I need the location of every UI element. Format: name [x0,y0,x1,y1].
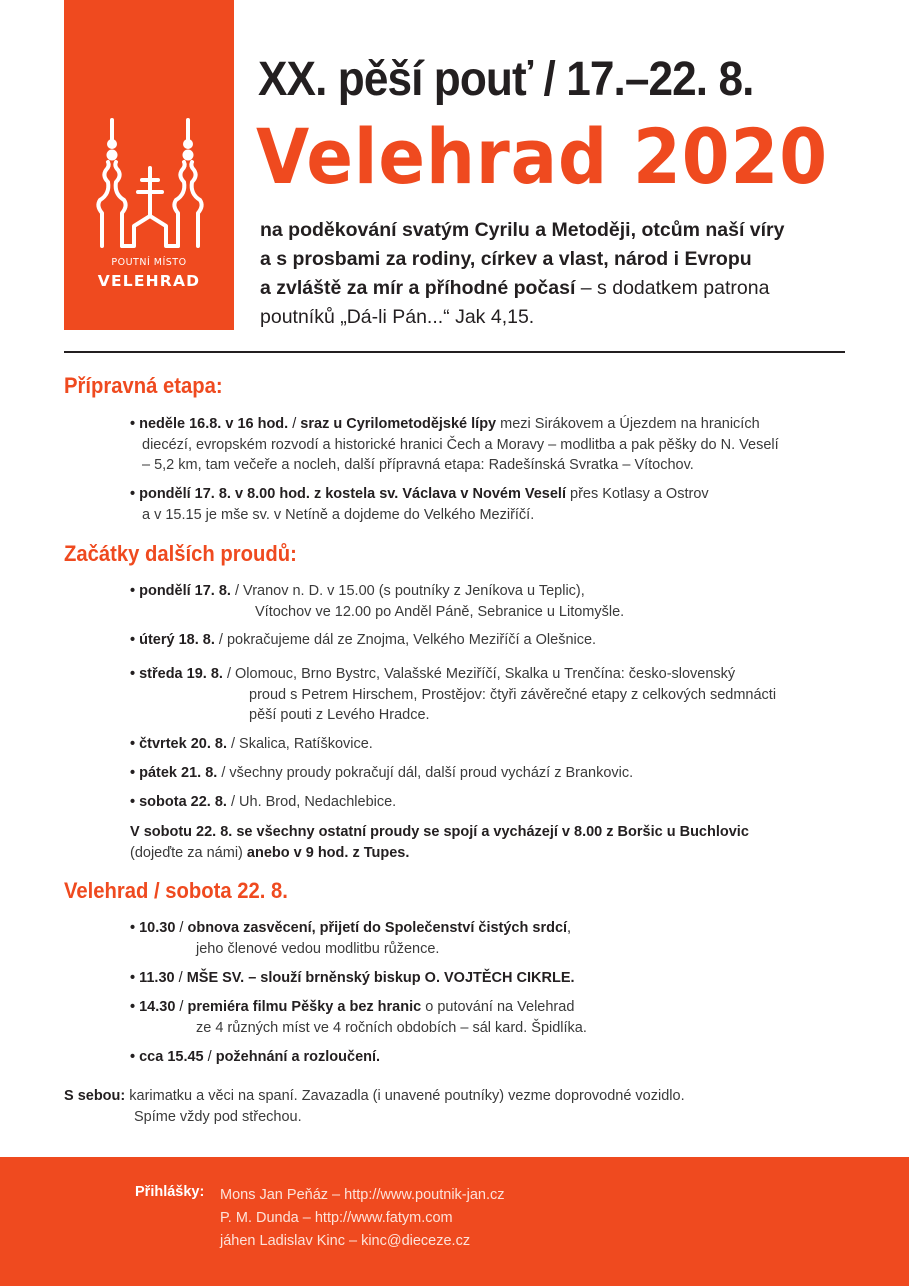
item-text: mezi Sirákovem a Újezdem na hranicích [496,416,760,432]
item-text: o putování na Velehrad [421,999,575,1015]
list-item [130,763,633,784]
item-sep: / [203,1049,216,1065]
item-text: přes Kotlasy a Ostrov [566,486,709,502]
list-item [130,997,587,1038]
contact-item[interactable]: P. M. Dunda – http://www.fatym.com [220,1210,453,1226]
item-text-line: Vítochov ve 12.00 po Anděl Páně, Sebranice u Litomyšle. [255,603,625,620]
item-text-line: pěší pouti z Levého Hradce. [249,707,430,723]
sebou-text-line: Spíme vždy pod střechou. [134,1109,302,1125]
section-heading-proudy: Začátky dalších proudů: [64,541,297,566]
logo-name: VELEHRAD [97,272,201,290]
sebou-note [64,1086,685,1128]
item-time: • 14.30 [130,999,176,1015]
list-item [130,734,373,755]
footer-registration [0,1157,909,1286]
item-sep: / [175,999,188,1015]
intro-line-2: a s prosbami za rodiny, církev a vlast, národ i Evropu [260,248,752,270]
logo-subtitle: POUTNÍ MÍSTO [111,257,187,268]
item-time: • 11.30 [130,970,175,986]
list-item [130,792,396,813]
item-day: • sobota 22. 8. [130,794,227,810]
velehrad-basilica-icon [92,118,208,248]
item-time: • 10.30 [130,920,176,936]
item-text: / Uh. Brod, Nedachlebice. [226,794,397,810]
sebou-label: S sebou: [64,1088,126,1104]
logo-block [64,0,234,330]
intro-line-3-rest: – s dodatkem patrona [575,277,770,299]
item-highlight: premiéra filmu Pěšky a bez hranic [187,999,422,1015]
item-time: • cca 15.45 [130,1049,204,1065]
item-day: • pátek 21. 8. [130,765,218,781]
section-heading-priprava: Přípravná etapa: [64,373,223,398]
item-highlight: obnova zasvěcení, přijetí do Společenství čistých srdcí [187,920,568,936]
item-text: / všechny proudy pokračují dál, další proud vychází z Brankovic. [217,765,634,781]
proudy-note [130,822,749,863]
item-sep: / [174,970,187,986]
list-item [130,664,776,726]
note-light: (dojeďte za námi) [130,844,247,861]
item-text: , [567,920,572,936]
contact-item[interactable]: Mons Jan Peňáz – http://www.poutnik-jan.cz [220,1187,505,1203]
intro-line-1: na poděkování svatým Cyrilu a Metoději, otcům naší víry [260,219,785,241]
list-item [130,484,709,525]
item-highlight: sraz u Cyrilometodějské lípy [300,416,497,432]
item-day: • čtvrtek 20. 8. [130,736,227,752]
item-day: • středa 19. 8. [130,666,223,682]
list-item [130,968,575,989]
item-text: / Olomouc, Brno Bystrc, Valašské Meziříčí, Skalka u Trenčína: česko-slovenský [222,666,736,682]
section-heading-velehrad: Velehrad / sobota 22. 8. [64,878,288,903]
note-bold: V sobotu 22. 8. se všechny ostatní proudy se spojí a vycházejí v 8.00 z Boršic u Buchlovic [130,824,749,840]
intro-line-4: poutníků „Dá-li Pán...“ Jak 4,15. [260,306,535,328]
list-item [130,581,624,622]
list-item [130,630,596,651]
item-highlight: MŠE SV. – slouží brněnský biskup O. VOJTĚCH CIKRLE. [186,970,575,986]
item-sep: / [288,416,301,432]
item-highlight: požehnání a rozloučení. [215,1049,381,1065]
headline: Velehrad 2020 [256,112,829,201]
item-text: / pokračujeme dál ze Znojma, Velkého Meziříčí a Olešnice. [214,632,597,648]
sebou-text: karimatku a věci na spaní. Zavazadla (i unavené poutníky) vezme doprovodné vozidlo. [125,1088,685,1104]
item-text-line: jeho členové vedou modlitbu růžence. [196,940,440,957]
list-item [130,414,779,476]
note-bold: anebo v 9 hod. z Tupes. [246,844,410,861]
item-text-line: ze 4 různých míst ve 4 ročních obdobích – sál kard. Špidlíka. [196,1019,587,1036]
item-date: • pondělí 17. 8. v 8.00 hod. z kostela sv. Václava v Novém Veselí [130,486,566,502]
list-item [130,1047,380,1068]
divider [64,351,845,353]
item-day: • úterý 18. 8. [130,632,215,648]
item-day: • pondělí 17. 8. [130,583,231,599]
item-date: • neděle 16.8. v 16 hod. [130,416,289,432]
item-text-line: a v 15.15 je mše sv. v Netíně a dojdeme do Velkého Meziříčí. [142,506,535,523]
intro-line-3-bold: a zvláště za mír a příhodné počasí [260,277,576,299]
item-text-line: proud s Petrem Hirschem, Prostějov: čtyři závěrečné etapy z celkových sedmnácti [249,686,777,703]
intro-text [260,216,860,332]
item-text: / Vranov n. D. v 15.00 (s poutníky z Jeníkova u Teplic), [230,583,585,599]
item-text: / Skalica, Ratíškovice. [226,736,373,752]
event-title: XX. pěší pouť / 17.–22. 8. [258,53,754,106]
item-text-line: diecézí, evropském rozvodí a historické hranici Čech a Moravy – modlitba a pak pěšky do N. Veselí [142,436,779,453]
item-text-line: – 5,2 km, tam večeře a nocleh, další přípravná etapa: Radešínská Svratka – Vítochov. [142,457,694,473]
contact-item[interactable]: jáhen Ladislav Kinc – kinc@dieceze.cz [220,1233,471,1249]
list-item [130,918,571,959]
item-sep: / [175,920,188,936]
contact-list [220,1184,505,1253]
registration-label: Přihlášky: [135,1184,205,1200]
